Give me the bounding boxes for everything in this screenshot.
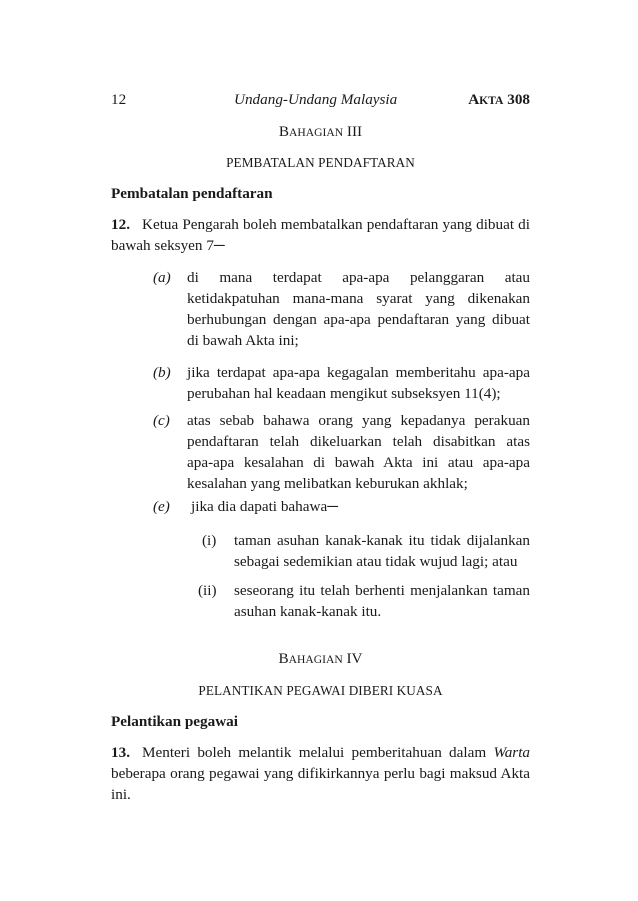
warta-term: Warta [493, 744, 531, 761]
part-3-label-number: III [346, 123, 363, 140]
paragraph-c-label: (c) [153, 412, 170, 429]
subparagraph-i-line-1: taman asuhan kanak-kanak itu tidak dijalankan [234, 532, 530, 549]
paragraph-c-line-3: apa-apa kesalahan di bawah Akta ini atau apa-apa [187, 454, 530, 471]
part-3-label [111, 121, 530, 143]
part-4-label [111, 648, 530, 670]
section-12-line-2: bawah seksyen 7─ [111, 237, 225, 254]
paragraph-c-body [187, 410, 530, 494]
act-number: 308 [507, 91, 530, 108]
subparagraph-i-body [234, 530, 530, 572]
act-reference [468, 89, 530, 111]
subparagraph-ii [198, 580, 530, 622]
part-3-title: PEMBATALAN PENDAFTARAN [226, 155, 415, 170]
section-12-intro [111, 214, 530, 256]
part-4-label-first: B [278, 650, 289, 667]
paragraph-a-line-2: ketidakpatuhan mana-mana syarat yang dikenakan [187, 290, 530, 307]
paragraph-a-label: (a) [153, 269, 171, 286]
part-4-label-rest: AHAGIAN [288, 653, 343, 666]
paragraph-b-label: (b) [153, 364, 171, 381]
paragraph-e-body [191, 496, 530, 517]
subparagraph-i [198, 530, 530, 572]
act-small-caps: KTA [479, 94, 504, 107]
part-3-label-rest: AHAGIAN [289, 126, 344, 139]
subparagraph-ii-line-1: seseorang itu telah berhenti menjalankan taman [234, 582, 530, 599]
paragraph-b-line-2: perubahan hal keadaan mengikut subseksyen 11(4); [187, 385, 501, 402]
paragraph-e [153, 496, 530, 517]
section-13-line-3: ini. [111, 786, 131, 803]
paragraph-a [153, 267, 530, 351]
section-13-line-2: beberapa orang pegawai yang difikirkannya perlu bagi maksud Akta [111, 765, 530, 782]
subparagraph-i-line-2: sebagai sedemikian atau tidak wujud lagi; atau [234, 553, 518, 570]
section-13-number: 13. [111, 744, 130, 761]
subparagraph-ii-label: (ii) [198, 582, 217, 599]
subparagraph-ii-line-2: asuhan kanak-kanak itu. [234, 603, 382, 620]
paragraph-e-line-1: jika dia dapati bahawa─ [191, 498, 338, 515]
running-header [111, 89, 530, 110]
section-13-body [111, 742, 530, 805]
paragraph-b-body [187, 362, 530, 404]
subparagraph-i-label: (i) [202, 532, 217, 549]
section-13-line-1 [111, 742, 530, 763]
section-12-line-1-text: Ketua Pengarah boleh membatalkan pendaftaran yang dibuat di [141, 216, 530, 233]
section-12-line-1 [111, 214, 530, 235]
section-12-number: 12. [111, 216, 130, 233]
subparagraph-ii-body [234, 580, 530, 622]
paragraph-a-line-3: berhubungan dengan apa-apa pendaftaran yang dibuat [187, 311, 530, 328]
part-3-label-first: B [278, 123, 290, 140]
section-13-heading: Pelantikan pegawai [111, 713, 238, 730]
paragraph-b [153, 362, 530, 404]
paragraph-c [153, 410, 530, 494]
paragraph-c-line-4: kesalahan yang melibatkan keburukan akhlak; [187, 475, 468, 492]
act-first-letter: A [468, 91, 480, 108]
section-13-line-1-text: Menteri boleh melantik melalui pemberitahuan dalam [141, 744, 487, 761]
paragraph-c-line-1: atas sebab bahawa orang yang kepadanya perakuan [187, 412, 530, 429]
paragraph-a-line-1: di mana terdapat apa-apa pelanggaran atau [187, 269, 530, 286]
page-number: 12 [111, 91, 127, 108]
part-4-label-number: IV [346, 650, 363, 667]
paragraph-c-line-2: pendaftaran telah dikeluarkan telah disabitkan atas [187, 433, 530, 450]
paragraph-a-body [187, 267, 530, 351]
paragraph-e-label: (e) [153, 498, 170, 515]
section-12-heading: Pembatalan pendaftaran [111, 185, 273, 202]
paragraph-a-line-4: di bawah Akta ini; [187, 332, 299, 349]
header-title: Undang-Undang Malaysia [234, 91, 398, 108]
paragraph-b-line-1: jika terdapat apa-apa kegagalan memberitahu apa-apa [187, 364, 530, 381]
part-4-title: PELANTIKAN PEGAWAI DIBERI KUASA [198, 683, 443, 698]
